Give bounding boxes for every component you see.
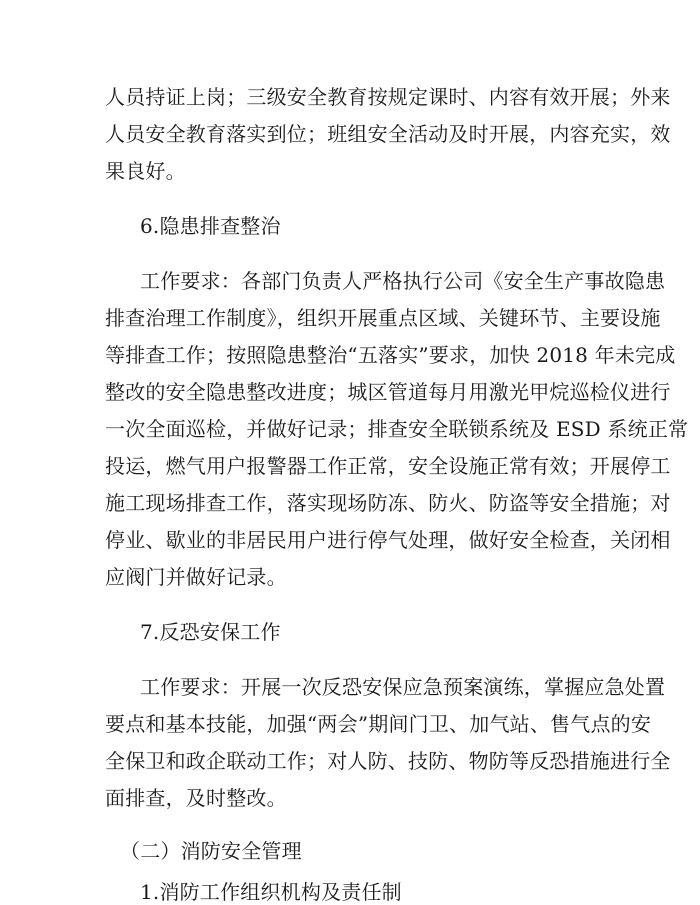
paragraph-line: 全保卫和政企联动工作；对人防、技防、物防等反恐措施进行全 — [105, 749, 671, 773]
paragraph-line: 面排查，及时整改。 — [105, 786, 287, 810]
paragraph-line: 人员安全教育落实到位；班组安全活动及时开展，内容充实，效 — [105, 122, 671, 146]
paragraph-line: 工作要求：各部门负责人严格执行公司《安全生产事故隐患 — [140, 269, 666, 293]
paragraph-line: 排查治理工作制度》，组织开展重点区域、关键环节、主要设施 — [105, 306, 661, 330]
paragraph-line: 一次全面巡检，并做好记录；排查安全联锁系统及 ESD 系统正常 — [105, 417, 689, 441]
subsection-heading-1: 1.消防工作组织机构及责任制 — [140, 880, 402, 904]
paragraph-line: 工作要求：开展一次反恐安保应急预案演练，掌握应急处置 — [140, 675, 666, 699]
paragraph-line: 等排查工作；按照隐患整治“五落实”要求，加快 2018 年未完成 — [105, 343, 676, 367]
part-heading-fire-safety: （二）消防安全管理 — [120, 839, 302, 863]
paragraph-line: 果良好。 — [105, 159, 186, 183]
section-heading-6: 6.隐患排查整治 — [140, 214, 281, 238]
paragraph-line: 施工现场排查工作，落实现场防冻、防火、防盗等安全措施；对 — [105, 491, 671, 515]
paragraph-line: 停业、歇业的非居民用户进行停气处理，做好安全检查，关闭相 — [105, 528, 671, 552]
paragraph-line: 投运，燃气用户报警器工作正常，安全设施正常有效；开展停工 — [105, 454, 671, 478]
paragraph-line: 人员持证上岗；三级安全教育按规定课时、内容有效开展；外来 — [105, 85, 671, 109]
paragraph-line: 整改的安全隐患整改进度；城区管道每月用激光甲烷巡检仪进行 — [105, 380, 671, 404]
section-heading-7: 7.反恐安保工作 — [140, 620, 281, 644]
paragraph-line: 应阀门并做好记录。 — [105, 565, 287, 589]
paragraph-line: 要点和基本技能，加强“两会”期间门卫、加气站、售气点的安 — [105, 712, 652, 736]
